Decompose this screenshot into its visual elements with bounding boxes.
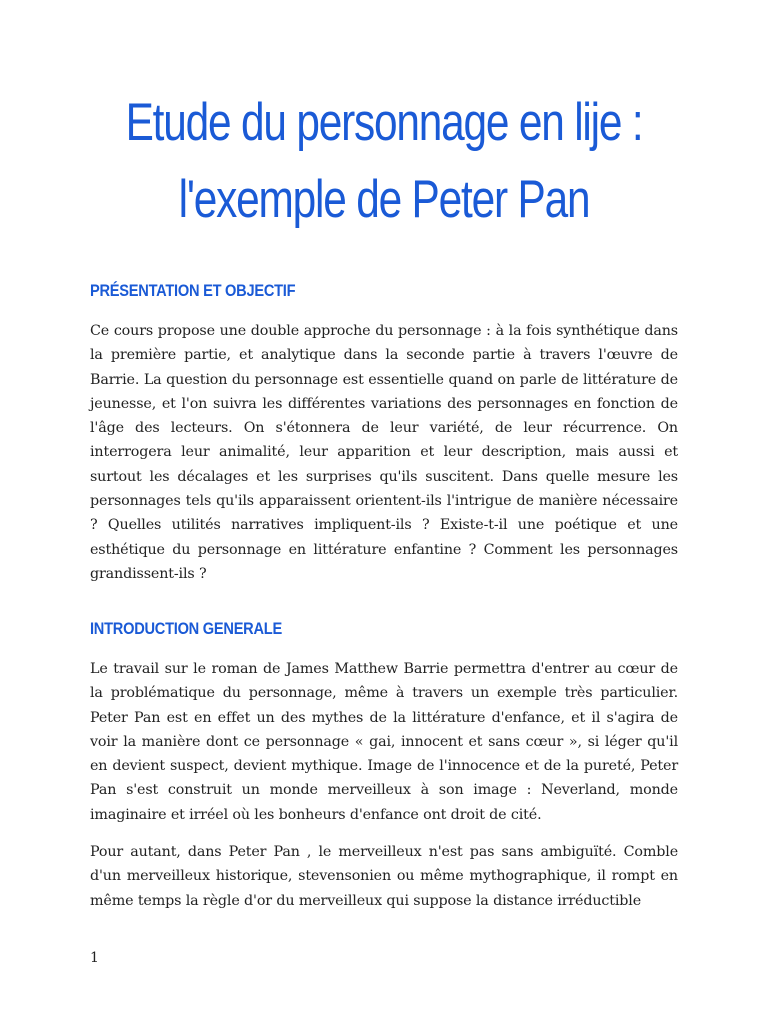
paragraph-introduction-1: Le travail sur le roman de James Matthew Barrie permettra d'entrer au cœur de la problématique du personnage, même à travers un exemple très particulier. Peter Pan est en effet un des mythes de la littérature d'enfance, et il s'agira de voir la manière dont ce personnage « gai, innocent et sans cœur », si léger qu'il en devient suspect, devient mythique. Image de l'innocence et de la pureté, Peter Pan s'est construit un monde merveilleux à son image : Neverland, monde imaginaire et irréel où les bonheurs d'enfance ont droit de cité. xyxy=(90,661,678,823)
section-heading-introduction: INTRODUCTION GENERALE xyxy=(90,619,282,638)
paragraph-presentation: Ce cours propose une double approche du personnage : à la fois synthétique dans la première partie, et analytique dans la seconde partie à travers l'œuvre de Barrie. La question du personnage est essentielle quand on parle de littérature de jeunesse, et l'on suivra les différentes variations des personnages en fonction de l'âge des lecteurs. On s'étonnera de leur variété, de leur récurrence. On interrogera leur animalité, leur apparition et leur description, mais aussi et surtout les décalages et les surprises qu'ils suscitent. Dans quelle mesure les personnages tels qu'ils apparaissent orientent-ils l'intrigue de manière nécessaire ? Quelles utilités narratives impliquent-ils ? Existe-t-il une poétique et une esthétique du personnage en littérature enfantine ? Comment les personnages grandissent-ils ? xyxy=(90,323,678,582)
section-heading-presentation: PRÉSENTATION ET OBJECTIF xyxy=(90,281,296,300)
paragraph-introduction-2: Pour autant, dans Peter Pan , le merveilleux n'est pas sans ambiguïté. Comble d'un merveilleux historique, stevensonien ou même mythographique, il rompt en même temps la règle d'or du merveilleux qui suppose la distance irréductible xyxy=(90,844,678,909)
page-number: 1 xyxy=(90,950,99,966)
document-title: Etude du personnage en lije : l'exemple de Peter Pan xyxy=(125,93,643,229)
